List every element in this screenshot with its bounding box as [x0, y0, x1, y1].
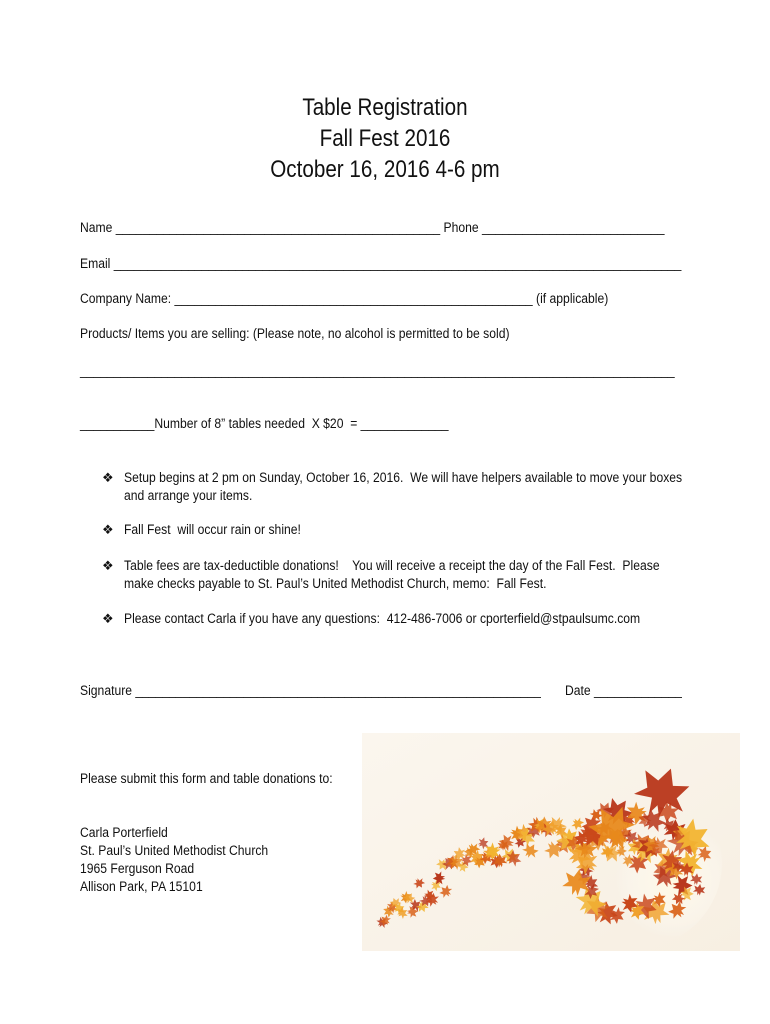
name-phone-field[interactable]: Name ________________________________________________ Phone ___________________________: [80, 220, 665, 235]
diamond-bullet-icon: ❖: [102, 611, 114, 626]
form-title: Table Registration: [302, 94, 468, 121]
rain-note: Fall Fest will occur rain or shine!: [124, 522, 301, 537]
contact-city: Allison Park, PA 15101: [80, 879, 203, 894]
email-field[interactable]: Email ____________________________________________________________________________________: [80, 256, 682, 271]
company-name-field[interactable]: Company Name: _____________________________________________________ (if applicable): [80, 291, 609, 306]
autumn-leaves-swirl-image: [362, 733, 740, 951]
fees-note-line-2: make checks payable to St. Paul’s United Methodist Church, memo: Fall Fest.: [124, 576, 547, 591]
contact-note: Please contact Carla if you have any questions: 412-486-7006 or cporterfield@stpaulsumc.com: [124, 611, 641, 626]
fees-note-line-1: Table fees are tax-deductible donations! You will receive a receipt the day of the Fall Fest. Please: [124, 558, 660, 573]
event-date-time: October 16, 2016 4-6 pm: [270, 156, 500, 183]
contact-name: Carla Porterfield: [80, 825, 168, 840]
products-label: Products/ Items you are selling: (Please note, no alcohol is permitted to be sold): [80, 326, 510, 341]
products-field[interactable]: ________________________________________________________________________________________: [80, 363, 675, 378]
submit-instruction: Please submit this form and table donations to:: [80, 771, 333, 786]
diamond-bullet-icon: ❖: [102, 558, 114, 573]
contact-organization: St. Paul’s United Methodist Church: [80, 843, 269, 858]
setup-note-line-1: Setup begins at 2 pm on Sunday, October 16, 2016. We will have helpers available to move your boxes: [124, 470, 683, 485]
tables-needed-field[interactable]: ___________Number of 8” tables needed X $20 = _____________: [80, 416, 449, 431]
setup-note-line-2: and arrange your items.: [124, 488, 253, 503]
date-field[interactable]: Date _____________: [565, 683, 682, 698]
diamond-bullet-icon: ❖: [102, 522, 114, 537]
contact-street: 1965 Ferguson Road: [80, 861, 195, 876]
diamond-bullet-icon: ❖: [102, 470, 114, 485]
signature-field[interactable]: Signature ____________________________________________________________: [80, 683, 541, 698]
event-name: Fall Fest 2016: [319, 125, 451, 152]
